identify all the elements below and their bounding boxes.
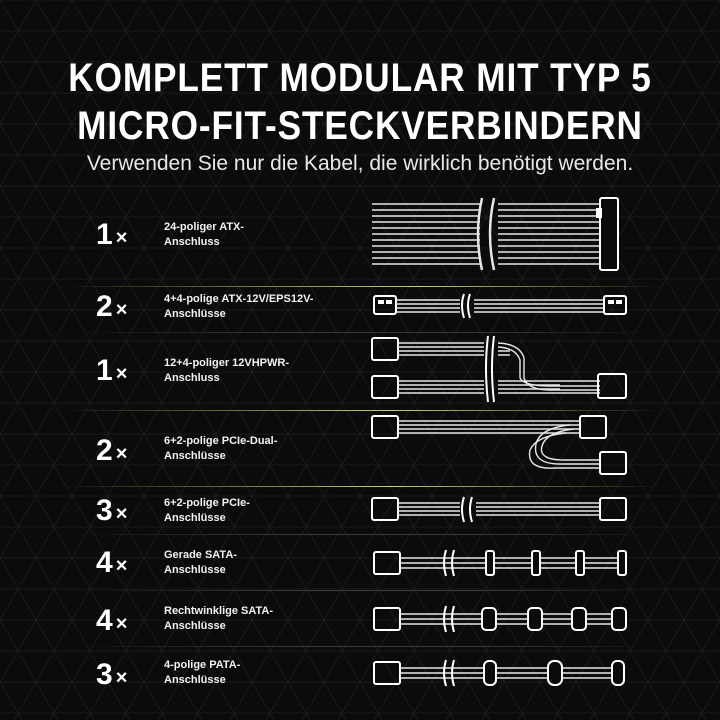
quantity: 3 × xyxy=(96,494,128,527)
quantity: 3 × xyxy=(96,658,128,691)
row-divider xyxy=(60,646,660,647)
page-title-line-2: MICRO-FIT-STECKVERBINDERN xyxy=(77,104,643,148)
sata-right-angle-cable-icon xyxy=(360,602,630,636)
row-divider xyxy=(60,332,660,333)
atx-24pin-cable-icon xyxy=(360,194,630,274)
row-divider xyxy=(60,486,660,487)
page-title-line-1: KOMPLETT MODULAR MIT TYP 5 xyxy=(68,56,652,100)
cable-label: 4-polige PATA- Anschlüsse xyxy=(164,659,241,686)
sata-straight-cable-icon xyxy=(360,546,630,580)
quantity: 1 × xyxy=(96,354,128,387)
row-divider xyxy=(60,590,660,591)
quantity: 2 × xyxy=(96,434,128,467)
pcie-cable-icon xyxy=(360,494,630,524)
quantity: 4 × xyxy=(96,546,128,579)
quantity: 4 × xyxy=(96,604,128,637)
cable-row-pcie-dual xyxy=(0,412,720,484)
cable-row-pata xyxy=(0,650,720,700)
pcie-dual-cable-icon xyxy=(360,412,630,484)
cable-label: 12+4-poliger 12VHPWR- Anschluss xyxy=(164,357,290,384)
cable-row-sata-right-angle xyxy=(0,596,720,644)
cable-row-12vhpwr xyxy=(0,334,720,408)
pata-cable-icon xyxy=(360,656,630,690)
cable-label: 24-poliger ATX- Anschluss xyxy=(164,221,245,248)
row-divider xyxy=(60,410,660,411)
cable-label: 6+2-polige PCIe-Dual- Anschlüsse xyxy=(164,435,278,462)
12vhpwr-cable-icon xyxy=(360,334,630,406)
cable-label: 4+4-polige ATX-12V/EPS12V- Anschlüsse xyxy=(164,293,314,320)
cable-label: Rechtwinklige SATA- Anschlüsse xyxy=(164,605,273,632)
cable-row-sata-straight xyxy=(0,540,720,588)
row-divider xyxy=(60,286,660,287)
cable-row-atx xyxy=(0,190,720,282)
quantity: 1 × xyxy=(96,218,128,251)
eps-cable-icon xyxy=(360,290,630,320)
cable-row-eps xyxy=(0,288,720,332)
cable-label: Gerade SATA- Anschlüsse xyxy=(164,549,237,576)
page-subtitle: Verwenden Sie nur die Kabel, die wirklich benötigt werden. xyxy=(86,152,634,175)
row-divider xyxy=(60,534,660,535)
cable-label: 6+2-polige PCIe- Anschlüsse xyxy=(164,497,250,524)
cable-row-pcie xyxy=(0,488,720,532)
quantity: 2 × xyxy=(96,290,128,323)
